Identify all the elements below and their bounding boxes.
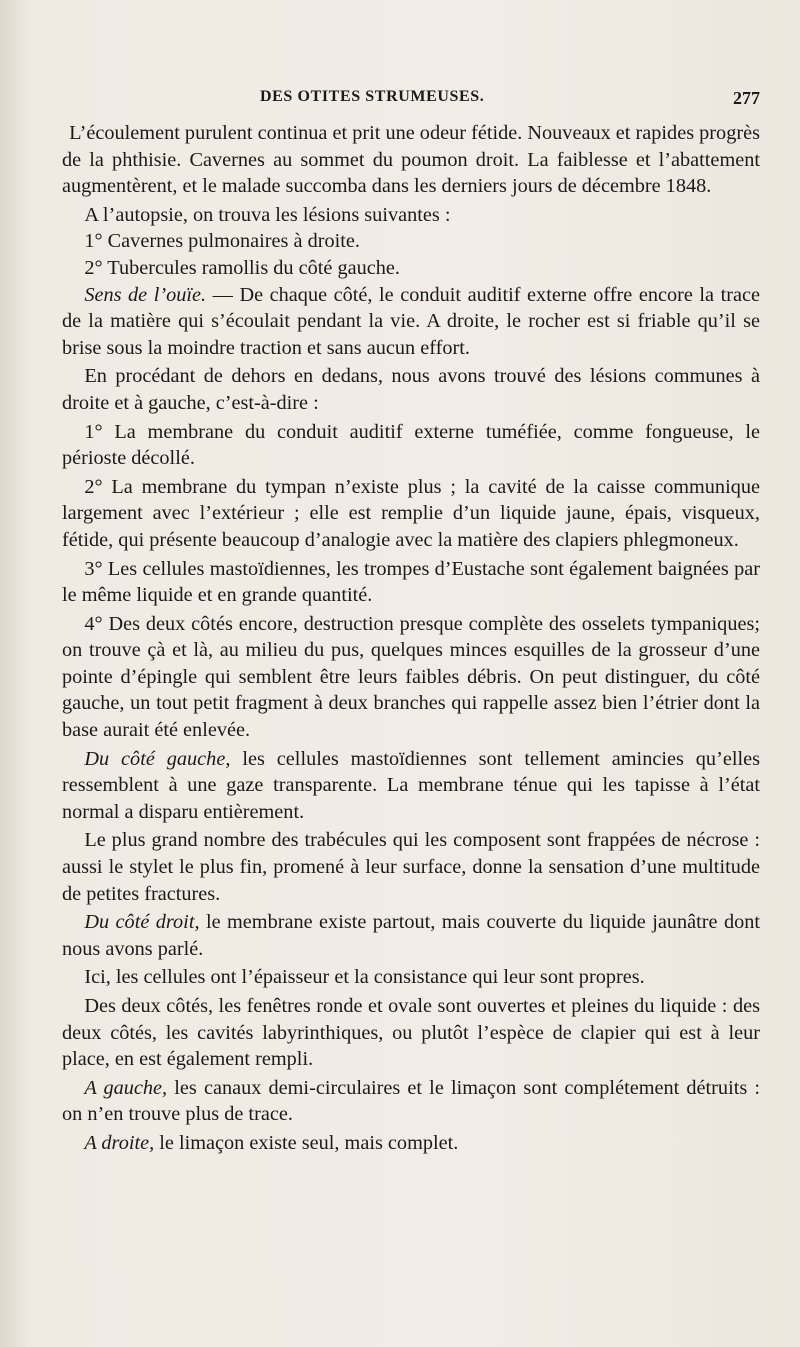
running-title: DES OTITES STRUMEUSES. (260, 88, 485, 105)
paragraph: En procédant de dehors en dedans, nous avons trouvé des lésions communes à droite et à gauche, c’est-à-dire : (62, 365, 760, 414)
paragraph: A l’autopsie, on trouva les lésions suivantes : (84, 203, 451, 226)
paragraph: 3° Les cellules mastoïdiennes, les trompes d’Eustache sont également baignées par le même liquide et en grande quantité. (62, 557, 760, 607)
paragraph: Sens de l’ouïe. — De chaque côté, le conduit auditif externe offre encore la trace de la matière qui s’écoulait pendant la vie. A droite, le rocher est si friable qu’il se brise sous la moindre traction et sans aucun effort. (62, 283, 760, 359)
page-header (62, 88, 760, 112)
paragraph: A droite, le limaçon existe seul, mais complet. (84, 1131, 459, 1154)
page-number: 277 (733, 88, 760, 108)
paragraph: Du côté gauche, les cellules mastoïdiennes sont tellement amincies qu’elles ressemblent à une gaze transparente. La membrane ténue qui les tapisse à l’état normal a disparu entièrement. (62, 747, 760, 823)
paragraph: A gauche, les canaux demi-circulaires et le limaçon sont complétement détruits : on n’en trouve plus de trace. (62, 1076, 761, 1126)
paragraph: Le plus grand nombre des trabécules qui les composent sont frappées de nécrose : aussi le stylet le plus fin, promené à leur surface, donne la sensation d’une multitude de petites fractures. (62, 829, 760, 905)
paragraph: Du côté droit, le membrane existe partout, mais couverte du liquide jaunâtre dont nous avons parlé. (62, 911, 761, 960)
paragraph: 4° Des deux côtés encore, destruction presque complète des osselets tympaniques; on trouve çà et là, au milieu du pus, quelques minces esquilles de la grosseur d’une pointe d’épingle qui semblent être leurs faibles débris. On peut distinguer, du côté gauche, un tout petit fragment à deux branches qui rappelle assez bien l’étrier dont la base aurait été enlevée. (62, 612, 760, 742)
paragraph: Ici, les cellules ont l’épaisseur et la consistance qui leur sont propres. (84, 966, 645, 989)
paragraph: 1° La membrane du conduit auditif externe tuméfiée, comme fongueuse, le périoste décollé. (62, 420, 760, 470)
paragraph: 2° Tubercules ramollis du côté gauche. (84, 256, 400, 279)
paragraph: 2° La membrane du tympan n’existe plus ; la cavité de la caisse communique largement avec l’extérieur ; elle est remplie d’un liquide jaune, épais, visqueux, fétide, qui présente beaucoup d’analogie avec la matière des clapiers phlegmoneux. (62, 475, 760, 551)
paragraph: L’écoulement purulent continua et prit une odeur fétide. Nouveaux et rapides progrès de la phthisie. Cavernes au sommet du poumon droit. La faiblesse et l’abattement augmentèrent, et le malade succomba dans les derniers jours de décembre 1848. (62, 122, 760, 198)
body-text (62, 120, 760, 1159)
paragraph: Des deux côtés, les fenêtres ronde et ovale sont ouvertes et pleines du liquide : des deux côtés, les cavités labyrinthiques, ou plutôt l’espèce de clapier qui est à leur place, en est également rempli. (62, 995, 760, 1071)
paragraph: 1° Cavernes pulmonaires à droite. (84, 230, 360, 253)
